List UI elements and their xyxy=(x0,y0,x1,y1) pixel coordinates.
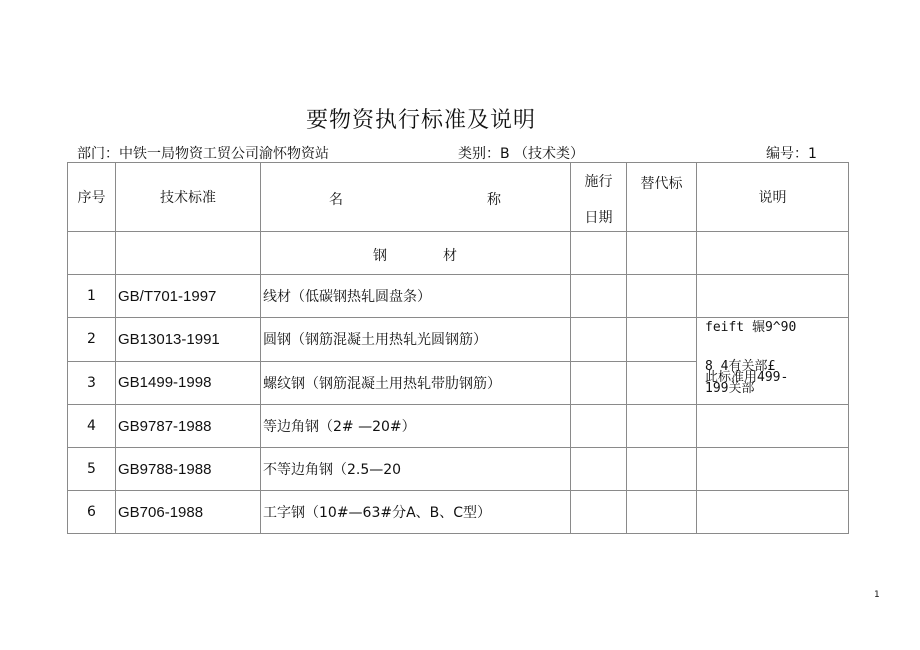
row-name: 等边角钢（2# —20#） xyxy=(261,405,571,448)
department-label: 部门：中铁一局物资工贸公司渝怀物资站 xyxy=(77,146,329,162)
header-substitute-label: 替代标 xyxy=(640,176,683,192)
section-row xyxy=(68,232,849,275)
document-title: 要物资执行标准及说明 xyxy=(305,108,536,133)
section-title-right: 材 xyxy=(443,248,457,264)
row-substitute xyxy=(627,275,697,318)
row-date xyxy=(571,405,627,448)
row-name: 圆钢（钢筋混凝土用热轧光圆钢筋） xyxy=(261,318,571,362)
section-remark-cell xyxy=(697,232,849,275)
table-row xyxy=(68,405,849,448)
section-seq-cell xyxy=(68,232,116,275)
table-header-row xyxy=(68,163,849,232)
row-date xyxy=(571,361,627,405)
row-standard: GB9787-1988 xyxy=(116,405,261,448)
remark-line: 8 4有关部£ xyxy=(705,359,776,374)
row-substitute xyxy=(627,405,697,448)
row-seq: 1 xyxy=(68,275,116,318)
row-remark xyxy=(697,491,849,534)
page-number: 1 xyxy=(874,590,880,600)
header-date-bottom: 日期 xyxy=(584,210,613,226)
section-title-cell xyxy=(261,232,571,275)
row-standard: GB1499-1998 xyxy=(116,361,261,405)
table-row xyxy=(68,275,849,318)
table-row xyxy=(68,491,849,534)
header-seq: 序号 xyxy=(68,163,116,232)
row-standard: GB706-1988 xyxy=(116,491,261,534)
row-substitute xyxy=(627,491,697,534)
row-remark xyxy=(697,275,849,318)
row-substitute xyxy=(627,361,697,405)
row-standard: GB9788-1988 xyxy=(116,448,261,491)
row-date xyxy=(571,318,627,362)
category-label: 类别：B （技术类） xyxy=(458,146,585,162)
table-row xyxy=(68,318,849,362)
header-name xyxy=(261,163,571,232)
section-date-cell xyxy=(571,232,627,275)
row-date xyxy=(571,491,627,534)
section-substitute-cell xyxy=(627,232,697,275)
row-substitute xyxy=(627,448,697,491)
row-name: 线材（低碳钢热轧圆盘条） xyxy=(261,275,571,318)
row-seq: 5 xyxy=(68,448,116,491)
row-date xyxy=(571,448,627,491)
remark-line: 199关部 xyxy=(705,381,755,396)
row-remark xyxy=(697,448,849,491)
row-substitute xyxy=(627,318,697,362)
row-seq: 2 xyxy=(68,318,116,362)
remark-note-cell xyxy=(697,318,849,405)
row-name: 不等边角钢（2.5—20 xyxy=(261,448,571,491)
row-name: 工字钢（10#—63#分A、B、C型） xyxy=(261,491,571,534)
standards-table xyxy=(67,162,849,534)
row-standard: GB13013-1991 xyxy=(116,318,261,362)
section-title-left: 钢 xyxy=(373,248,387,264)
row-date xyxy=(571,275,627,318)
row-standard: GB/T701-1997 xyxy=(116,275,261,318)
header-date xyxy=(571,163,627,232)
row-remark xyxy=(697,405,849,448)
header-date-top: 施行 xyxy=(584,174,613,190)
remark-line: feift 辗9^90 xyxy=(705,320,797,335)
row-seq: 6 xyxy=(68,491,116,534)
header-substitute xyxy=(627,163,697,232)
header-name-right: 称 xyxy=(487,192,501,208)
remark-line: 此标准用499- xyxy=(705,370,789,385)
row-seq: 4 xyxy=(68,405,116,448)
section-standard-cell xyxy=(116,232,261,275)
header-name-left: 名 xyxy=(329,192,343,208)
row-name: 螺纹钢（钢筋混凝土用热轧带肋钢筋） xyxy=(261,361,571,405)
header-standard: 技术标准 xyxy=(116,163,261,232)
table-row xyxy=(68,448,849,491)
header-remark: 说明 xyxy=(697,163,849,232)
document-number: 编号：1 xyxy=(766,146,817,162)
row-seq: 3 xyxy=(68,361,116,405)
